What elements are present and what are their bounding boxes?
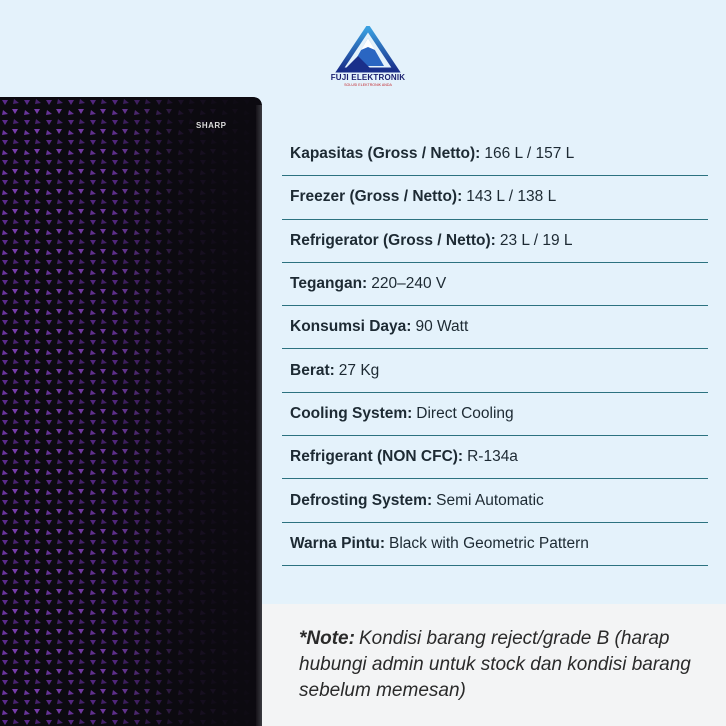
spec-row-cooling [282, 393, 708, 436]
spec-row-door-color [282, 523, 708, 566]
spec-value: 166 L / 157 L [484, 145, 575, 163]
spec-label: Kapasitas (Gross / Netto): [290, 145, 481, 163]
spec-row-refrigerator [282, 220, 708, 263]
spec-value: 143 L / 138 L [466, 188, 557, 206]
spec-label: Warna Pintu: [290, 534, 386, 552]
spec-row-capacity [282, 133, 708, 176]
condition-note [299, 626, 719, 704]
spec-value: R-134a [467, 448, 518, 466]
spec-label: Berat: [290, 361, 335, 379]
store-logo [328, 26, 408, 92]
spec-label: Defrosting System: [290, 491, 433, 509]
logo-name: FUJI ELEKTRONIK [330, 73, 406, 82]
spec-value: Black with Geometric Pattern [389, 534, 589, 552]
spec-row-weight [282, 349, 708, 392]
spec-row-freezer [282, 176, 708, 219]
spec-label: Cooling System: [290, 404, 413, 422]
spec-label: Konsumsi Daya: [290, 318, 412, 336]
spec-label: Freezer (Gross / Netto): [290, 188, 463, 206]
spec-row-voltage [282, 263, 708, 306]
spec-list [282, 133, 708, 566]
logo-tagline: SOLUSI ELEKTRONIK ANDA [344, 83, 392, 87]
spec-label: Refrigerator (Gross / Netto): [290, 231, 496, 249]
brand-logo: SHARP [196, 121, 227, 130]
spec-label: Tegangan: [290, 275, 368, 293]
spec-value: 220–240 V [371, 275, 447, 293]
spec-value: Semi Automatic [436, 491, 544, 509]
spec-row-refrigerant [282, 436, 708, 479]
note-text: Kondisi barang reject/grade B (harap hubungi admin untuk stock dan kondisi barang sebelum memesan) [299, 628, 691, 701]
spec-label: Refrigerant (NON CFC): [290, 448, 464, 466]
spec-row-defrosting [282, 479, 708, 522]
note-label: *Note: [299, 628, 355, 649]
spec-value: 90 Watt [415, 318, 469, 336]
mountain-logo-icon [328, 26, 408, 74]
fridge-door-image [0, 97, 264, 726]
spec-value: 23 L / 19 L [499, 231, 573, 249]
spec-value: 27 Kg [338, 361, 380, 379]
spec-row-power [282, 306, 708, 349]
spec-value: Direct Cooling [416, 404, 514, 422]
